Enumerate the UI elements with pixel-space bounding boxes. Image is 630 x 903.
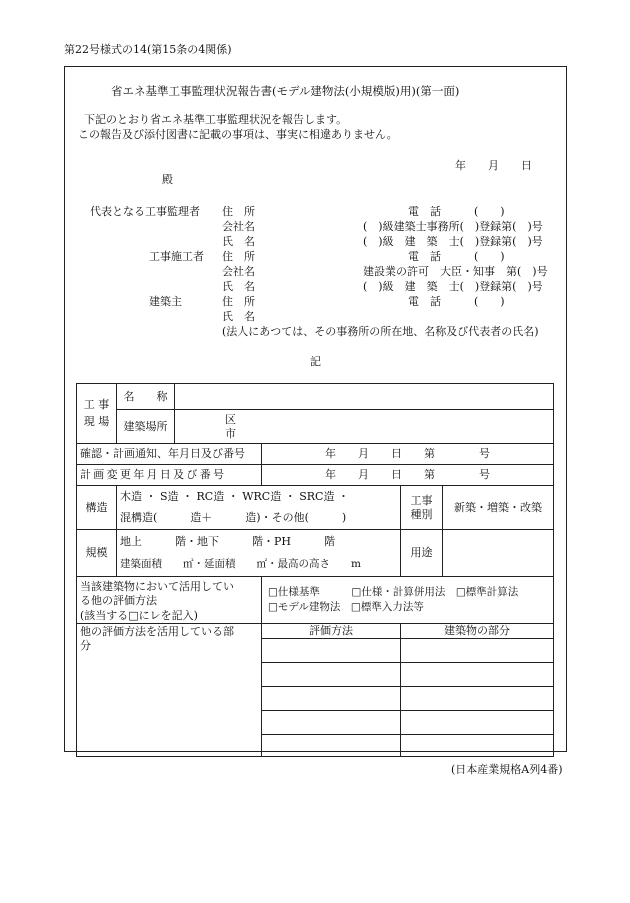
contractor-address-label: 住 所 <box>222 250 255 263</box>
eval-method-label <box>77 577 262 624</box>
change-date-no[interactable]: 年 月 日 第 号 <box>262 465 554 486</box>
col-part-header: 建築物の部分 <box>401 623 554 638</box>
addressee: 殿 <box>162 173 173 186</box>
contractor-company-label: 会社名 <box>222 265 255 278</box>
eval-label-line-1: 当該建築物において活用してい <box>80 580 234 593</box>
owner-note: (法人にあつては、その事務所の所在地、名称及び代表者の氏名) <box>222 325 539 338</box>
contractor-name-label: 氏 名 <box>222 280 255 293</box>
owner-address-label: 住 所 <box>222 295 255 308</box>
contractor-label: 工事施工者 <box>149 250 204 263</box>
supervisor-phone: 電 話 ( ) <box>408 205 505 218</box>
supervisor-address-label: 住 所 <box>222 205 255 218</box>
eval-method-options[interactable] <box>262 577 554 624</box>
supervisor-office-reg: ( )級建築士事務所( )登録第( )号 <box>363 220 543 233</box>
scale-label: 規模 <box>77 530 117 577</box>
location-field[interactable] <box>175 410 554 444</box>
contractor-license: 建設業の許可 大臣・知事 第( )号 <box>363 265 548 278</box>
intro-line-1: 下記のとおり省エネ基準工事監理状況を報告します。 <box>84 113 348 126</box>
name-label: 名 称 <box>117 384 175 410</box>
structure-options-2[interactable]: 混構造( 造＋ 造)・その他( ) <box>117 508 401 530</box>
owner-phone: 電 話 ( ) <box>408 295 505 308</box>
use-label: 用途 <box>401 530 443 577</box>
name-field[interactable] <box>175 384 554 410</box>
owner-label: 建築主 <box>149 295 182 308</box>
part-cell[interactable] <box>401 686 554 710</box>
supervisor-name-label: 氏 名 <box>222 235 255 248</box>
part-cell[interactable] <box>401 734 554 756</box>
scale-area[interactable]: 建築面積 ㎡・延面積 ㎡・最高の高さ m <box>117 554 401 577</box>
shi-label: 市 <box>225 427 236 440</box>
confirm-date-no[interactable]: 年 月 日 第 号 <box>262 444 554 465</box>
scale-floors[interactable]: 地上 階・地下 階・PH 階 <box>117 530 401 554</box>
parts-label-line-1: 他の評価方法を活用している部 <box>80 624 234 638</box>
owner-name-label: 氏 名 <box>222 310 255 323</box>
site-label: 工 事 現 場 <box>77 384 117 444</box>
supervisor-label: 代表となる工事監理者 <box>90 205 200 218</box>
use-field[interactable] <box>443 530 554 577</box>
parts-label <box>77 623 262 756</box>
work-type-options[interactable]: 新築・増築・改築 <box>443 486 554 530</box>
structure-options-1[interactable]: 木造 ・ S造 ・ RC造 ・ WRC造 ・ SRC造 ・ <box>117 486 401 508</box>
change-label: 計画変更年月日及び番号 <box>77 465 262 486</box>
work-type-label: 工事 種別 <box>401 486 443 530</box>
form-title: 省エネ基準工事監理状況報告書(モデル建物法(小規模版)用)(第一面) <box>111 84 460 98</box>
eval-options-line-2[interactable]: □モデル建物法 □標準入力法等 <box>268 600 424 613</box>
supervisor-architect-reg: ( )級 建 築 士( )登録第( )号 <box>363 235 543 248</box>
eval-label-line-2: る他の評価方法 <box>80 594 157 608</box>
structure-label: 構造 <box>77 486 117 530</box>
eval-label-line-3: (該当する□にレを記入) <box>80 608 198 622</box>
date-line: 年 月 日 <box>455 159 532 172</box>
col-method-header: 評価方法 <box>262 623 401 638</box>
part-cell[interactable] <box>401 710 554 734</box>
footer-note: (日本産業規格A列4番) <box>451 763 563 776</box>
part-cell[interactable] <box>401 638 554 662</box>
ku-label: 区 <box>225 413 236 426</box>
parts-label-line-2: 分 <box>80 639 91 653</box>
method-cell[interactable] <box>262 710 401 734</box>
ki-heading: 記 <box>310 355 321 368</box>
intro-line-2: この報告及び添付図書に記載の事項は、事実に相違ありません。 <box>78 128 398 141</box>
details-table <box>76 383 554 757</box>
method-cell[interactable] <box>262 638 401 662</box>
contractor-architect-reg: ( )級 建 築 士( )登録第( )号 <box>363 280 543 293</box>
contractor-phone: 電 話 ( ) <box>408 250 505 263</box>
method-cell[interactable] <box>262 734 401 756</box>
method-cell[interactable] <box>262 686 401 710</box>
supervisor-company-label: 会社名 <box>222 220 255 233</box>
location-label: 建築場所 <box>117 410 175 444</box>
form-id: 第22号様式の14(第15条の4関係) <box>64 43 232 56</box>
method-cell[interactable] <box>262 662 401 686</box>
confirm-label: 確認・計画通知、年月日及び番号 <box>77 444 262 465</box>
eval-options-line-1[interactable]: □仕様基準 □仕様・計算併用法 □標準計算法 <box>268 586 519 599</box>
part-cell[interactable] <box>401 662 554 686</box>
